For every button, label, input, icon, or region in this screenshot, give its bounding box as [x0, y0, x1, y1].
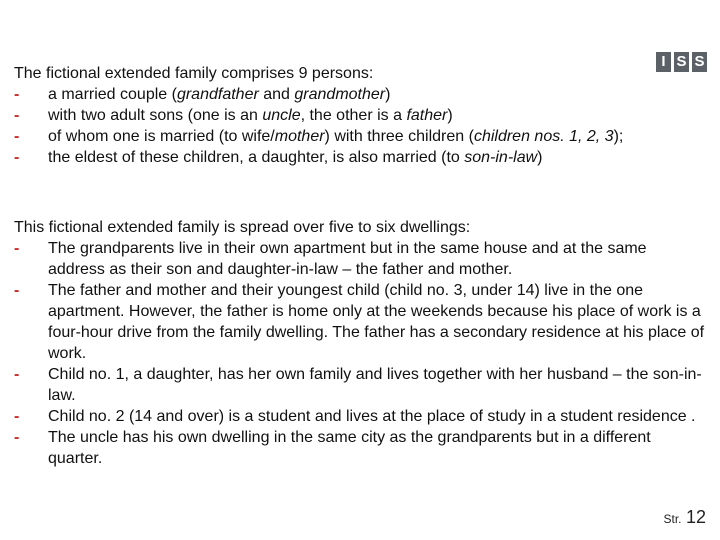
text-run: The father and mother and their youngest child (child no. 3, under 14) live in the one apartment. However, the father is home only at the weekends because his place of work is a four-hour drive from the family dwelling. The father has a secondary residence at his place of work.	[48, 282, 705, 362]
list-item-text	[48, 107, 453, 124]
list-item-text	[48, 238, 706, 280]
list-item-text	[48, 128, 623, 145]
section-heading: The fictional extended family comprises 9 persons:	[14, 65, 374, 82]
emphasized-term: father	[406, 107, 448, 124]
text-run: The uncle has his own dwelling in the same city as the grandparents but in a different quarter.	[48, 429, 651, 467]
list-item	[14, 147, 714, 168]
text-run: of whom one is married (to wife/	[48, 128, 275, 145]
emphasized-term: uncle	[262, 107, 301, 124]
list-item-text	[48, 86, 390, 103]
section-heading: This fictional extended family is spread over five to six dwellings:	[14, 219, 471, 236]
page-prefix: Str.	[663, 512, 682, 526]
logo-letter-s: S	[674, 52, 689, 72]
list-dash-marker: -	[14, 240, 20, 257]
emphasized-term: children nos. 1, 2, 3	[473, 128, 614, 145]
text-run: )	[537, 149, 543, 166]
list-item	[14, 105, 714, 126]
emphasized-term: son-in-law	[464, 149, 538, 166]
page-number-value: 12	[685, 507, 706, 527]
list-item-text	[48, 406, 706, 427]
dwellings-section	[14, 217, 714, 469]
list-dash-marker: -	[14, 282, 20, 299]
logo-letter-s: S	[692, 52, 707, 72]
text-run: )	[447, 107, 453, 124]
list-item	[14, 364, 714, 406]
list-dash-marker: -	[14, 149, 20, 166]
text-run: , the other is a	[300, 107, 407, 124]
list-item	[14, 126, 714, 147]
emphasized-term: grandmother	[294, 86, 386, 103]
text-run: with two adult sons (one is an	[48, 107, 263, 124]
emphasized-term: grandfather	[176, 86, 259, 103]
text-run: )	[385, 86, 391, 103]
list-item	[14, 280, 714, 364]
list-item	[14, 406, 714, 427]
list-dash-marker: -	[14, 429, 20, 446]
list-item-text	[48, 149, 542, 166]
list-dash-marker: -	[14, 107, 20, 124]
list-item	[14, 427, 714, 469]
logo-letter-i: I	[656, 52, 671, 72]
emphasized-term: mother	[274, 128, 325, 145]
dwellings-list	[14, 238, 714, 469]
text-run: );	[613, 128, 624, 145]
list-item-text	[48, 280, 706, 364]
list-item	[14, 238, 714, 280]
family-composition-section	[14, 63, 714, 168]
list-dash-marker: -	[14, 86, 20, 103]
list-item	[14, 84, 714, 105]
list-dash-marker: -	[14, 128, 20, 145]
list-item-text	[48, 427, 706, 469]
list-item-text	[48, 364, 706, 406]
family-members-list	[14, 84, 714, 168]
text-run: a married couple (	[48, 86, 177, 103]
text-run: and	[258, 86, 295, 103]
list-dash-marker: -	[14, 366, 20, 383]
text-run: Child no. 2 (14 and over) is a student and lives at the place of study in a student residence .	[48, 408, 696, 425]
text-run: The grandparents live in their own apartment but in the same house and at the same address as their son and daughter-in-law – the father and mother.	[48, 240, 647, 278]
text-run: ) with three children (	[324, 128, 474, 145]
page-number	[664, 507, 707, 530]
list-dash-marker: -	[14, 408, 20, 425]
text-run: Child no. 1, a daughter, has her own family and lives together with her husband – the son-in-law.	[48, 366, 702, 404]
text-run: the eldest of these children, a daughter, is also married (to	[48, 149, 465, 166]
